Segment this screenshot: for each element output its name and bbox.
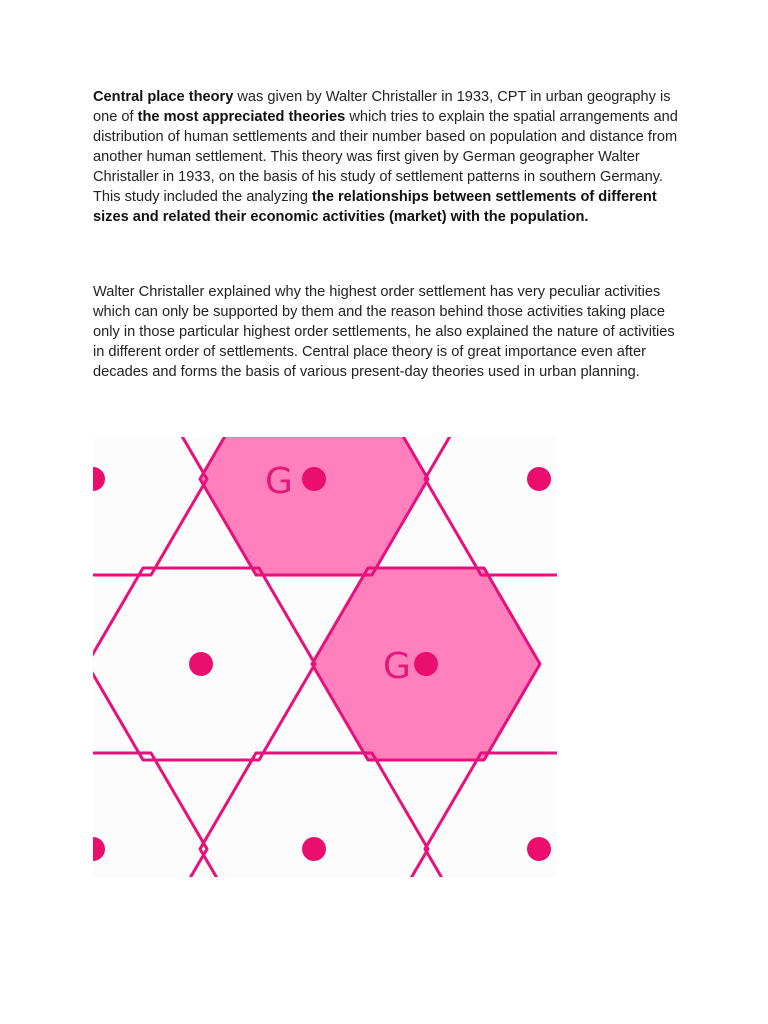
emphasis-run: the relationships between settlements of different sizes and related their economic activities (market) with the population. <box>93 189 657 225</box>
settlement-dot <box>414 652 438 676</box>
hexagon-boundary <box>425 437 557 575</box>
settlement-dot <box>189 652 213 676</box>
settlement-dot <box>93 467 105 491</box>
settlement-dot <box>302 837 326 861</box>
settlement-dot <box>527 467 551 491</box>
market-area <box>425 437 557 575</box>
hexagon-diagram <box>93 437 557 877</box>
term-central-place-theory: Central place theory <box>93 89 234 105</box>
settlement-dot <box>527 837 551 861</box>
text-run: Walter Christaller explained why the highest order settlement has very peculiar activities which can only be supported by them and the reason behind those activities taking place only in those particular highest order settlements, he also explained the nature of activities in different order of settlements. Central place theory is of great importance even after decades and forms the basis of various present-day theories used in urban planning. <box>93 284 675 380</box>
highest-order-label: G <box>265 461 293 502</box>
emphasis-run: the most appreciated theories <box>137 109 346 125</box>
intro-paragraph <box>93 87 683 227</box>
settlement-dot <box>302 467 326 491</box>
text-run: which tries to explain the spatial arrangements and distribution of human settlements and their number based on population and distance from another human settlement. This theory was first given by German geographer Walter Christaller in 1933, on the basis of his study of settlement patterns in southern Germany. This study included the analyzing <box>93 109 678 205</box>
explanation-paragraph <box>93 282 683 382</box>
hexagon-boundary <box>93 753 207 877</box>
settlement-dot <box>93 837 105 861</box>
text-run: was given by Walter Christaller in 1933, CPT in urban geography is one of <box>93 89 671 125</box>
highlighted-market-area <box>200 437 428 575</box>
market-area <box>93 753 207 877</box>
highest-order-label: G <box>383 646 411 687</box>
hexagon-boundary <box>93 437 207 575</box>
hexagon-grid-svg <box>93 437 557 877</box>
